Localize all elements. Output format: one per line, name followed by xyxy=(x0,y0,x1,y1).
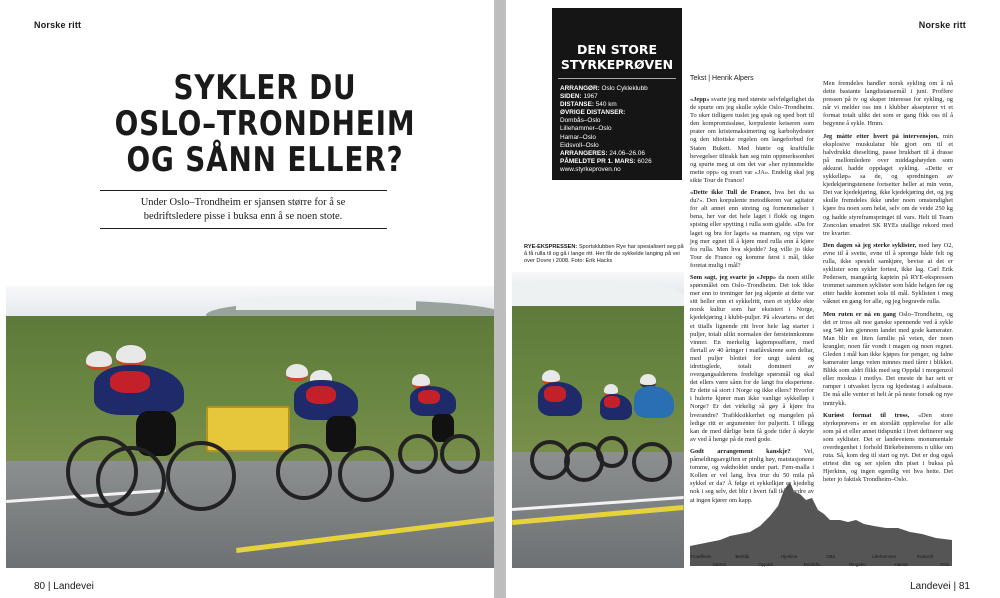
paragraph xyxy=(823,80,953,129)
fact-box xyxy=(552,8,682,180)
profile-labels xyxy=(690,540,952,570)
fact-value: www.styrkeproven.no xyxy=(560,165,621,173)
fact-label: PÅMELDTE PR 1. MARS: xyxy=(560,157,636,165)
fact-box-title xyxy=(556,42,678,72)
profile-label: Oppdal xyxy=(758,562,773,567)
fact-row xyxy=(560,142,674,150)
fact-value: 1967 xyxy=(583,93,598,101)
running-head-right: Norske ritt xyxy=(918,20,966,30)
paragraph-lead: Men ruten er nå en gang xyxy=(823,310,897,318)
cyclist-1 xyxy=(66,341,226,521)
folio-right: Landevei | 81 xyxy=(910,581,970,592)
paragraph-text: «Den store styrkeprøven» er en storslått opplevelse for alle som på et eller annet tidspunkt i livet definerer seg som syklister. Det er landeveiens monumentale overdegenhet i forhold Birkebeinerens n ulike om ruta. Så, kom deg til start og nyt. Det er dog også eirtest din og ser sjelen din piset i buksa på Hjerkinn, og ingen egentlig vet hva hette. Det heter jo faktisk Trondheim–Oslo. xyxy=(823,411,953,484)
profile-label: Eidsvoll xyxy=(917,554,933,559)
headline-line-3: OG SÅNN ELLER? xyxy=(126,140,404,180)
paragraph-lead: Som sagt, jeg svarte jo «Jepp» xyxy=(690,273,777,281)
cyclists-photo-left xyxy=(6,286,494,568)
fact-box-title-line-1: DEN STORE xyxy=(576,42,658,57)
cyclist-4 xyxy=(530,370,600,490)
cyclist-6 xyxy=(628,374,684,494)
headline-line-2: OSLO–TRONDHEIM xyxy=(114,104,416,144)
headline-line-1: SYKLER DU xyxy=(173,68,357,108)
fact-value: 6026 xyxy=(637,157,652,165)
fact-value: Hamar–Oslo xyxy=(560,133,596,141)
caption-text: Sportsklubben Rye har spesialisert seg på å få rulla til og gå i lange ritt. Her får de sykkelde langing på vei over Dovre i 2008. Foto: Erik Hacks xyxy=(524,244,684,265)
paragraph xyxy=(823,412,953,485)
paragraph xyxy=(823,311,953,408)
profile-label: Støren xyxy=(712,562,727,567)
paragraph-text: hva bet du sa du?». Den korpulente metodikeren var agitator for alt annet enn streing og fornemmelser i bena, her var det hele laget i flokk og ingen spising eller spytting i rulla som gjalde. «Da for laget og bra for laget» sa mannen, og vips var jeg mer egnet til å kjøre med rulla enn å kjøre fra rulla. Men hva skjedde? Jeg ville jo ikke Tour de France og komme først i mål, ikke foretat mulig i mål? xyxy=(690,189,814,269)
paragraph xyxy=(823,133,953,238)
fact-value: Oslo Cykleklubb xyxy=(601,85,648,92)
fact-row xyxy=(560,150,674,158)
fact-row xyxy=(560,93,674,101)
fact-value: 24.06–26.06 xyxy=(609,149,645,157)
paragraph xyxy=(690,96,814,185)
headline xyxy=(105,70,425,178)
profile-label: Ringebu xyxy=(849,562,866,567)
photo-caption xyxy=(524,244,684,266)
fact-row xyxy=(560,134,674,142)
paragraph xyxy=(690,274,814,444)
running-head-left: Norske ritt xyxy=(34,20,82,30)
profile-label: Hamar xyxy=(894,562,909,567)
fact-label: SIDEN: xyxy=(560,93,582,101)
cyclists-photo-right xyxy=(512,272,684,568)
cyclist-2 xyxy=(276,364,396,514)
paragraph-text: min eksplosive muskulatur ble gjort om til et halvdrukkt dieselting, passe brukbart til å drasse på mellomledere over middagshøyden som akkurat hadde oppdaget sykling. «Dette er sykkelløp» sa de, og spredningen av kjedekjøringstenene fortsetter heller at min venn, Det var kjedekjøring, ikke kjedekjøring det, og jeg skulle fremdeles ikke under noen omstendighet kjøre fra noen som helst, selv om de veide 250 kg og hadde styreframspringet til vars. Helt til Team Zoncolan smadret SK RYEs utallige rekord med tre kvarter. xyxy=(823,132,953,237)
paragraph-lead: Kuriøst format til tross, xyxy=(823,411,910,419)
fact-row xyxy=(560,125,674,133)
fact-row xyxy=(560,166,674,174)
left-page xyxy=(0,0,494,598)
paragraph-lead: Den dagen så jeg sterke syklister, xyxy=(823,241,917,249)
caption-lead: RYE-EKSPRESSEN: xyxy=(524,244,578,250)
fact-label: ØVRIGE DISTANSER: xyxy=(560,109,626,117)
paragraph-text: Vel, påmeldingsavgiften er pinlig høy, matstasjonene tomme, og vaktholdet under part. Fem-malla i Kollen er vel lang, hva trur du 50 mila på sykkel er da? Å følge et sykkelkjør er kjedelig nok i seg selv, det blir i hvert fall ikke bedre av at ingen kjører om kapp. xyxy=(690,447,814,504)
profile-label: Oslo xyxy=(940,562,950,567)
paragraph-lead: «Jepp» xyxy=(690,96,710,103)
fact-box-title-line-2: STYRKEPRØVEN xyxy=(560,57,674,72)
profile-label: Hjerkinn xyxy=(780,554,798,559)
fact-value: 540 km xyxy=(595,101,617,109)
paragraph-text: med høy O2, evne til å svette, evne til å sprenge både felt og rulla, ikke spesielt samkjøre, bevise at det er syklister som sykler fortest, ikke lag. Carl Erik Pedersen, mangeårig kaptein på RYE-ekspressen trommet sammen syklister som både helgen før og etter hadde kommet sola til mål. Syklisten i meg våknet en gang for alle, og jeg begravde rulla. xyxy=(823,241,953,306)
fact-row xyxy=(560,85,674,93)
fact-label: DISTANSE: xyxy=(560,101,594,109)
byline: Tekst | Henrik Alpers xyxy=(690,75,754,82)
fact-row xyxy=(560,117,674,125)
cyclist-3 xyxy=(398,374,478,484)
fact-label: ARRANGERES: xyxy=(560,149,608,157)
fact-list xyxy=(552,85,682,174)
paragraph-lead: «Dette ikke Tull de France, xyxy=(690,189,772,197)
profile-label: Trondheim xyxy=(690,554,712,559)
paragraph xyxy=(823,242,953,307)
folio-left: 80 | Landevei xyxy=(34,581,94,592)
profile-label: Lillehammer xyxy=(871,554,897,559)
right-page xyxy=(506,0,1000,598)
text-column-2 xyxy=(823,80,953,484)
fact-value: Eidsvoll–Oslo xyxy=(560,141,599,149)
paragraph-text: da noen stille spørsmålet om Oslo–Trondheim. Det tok ikke mer enn to treninger før jeg skjønte at dette var sitt heller enn et sykkelritt, men et stykke ekte norsk kultur som har eksistert i Norge, kjedekjøring i klubb-puljer. På «kvarten» er det et titalls lignende ritt hvor hele lag starter i puljer, totalt ulikt normalen der førsteinnkomne vinner. En merkelig lagtempoaffære, med flertall av 40 åringer i matlåvskrene som deltar, med puljer blottet for ungt talent og idrettsglede, totalt dominert av overgangsalderens fredelige spørsmål og skal det ellers være sånn for de langt fra ekspertene. Er dette så stort i Norge og ikke ellers? Hvorfor i hulerte kjører man ikke vanlige sykkelløp i Norge? Er det virkelig så gøy å kjøre fra hverandre? Trafikksikkerhet og mangelen på ledige ritt er argumenter for puljeritt. I tillegg kan de med dårlige bein få gode tider å skryte av ved å henge på de med gode. xyxy=(690,273,814,443)
fact-row xyxy=(560,101,674,109)
paragraph-text: Men fremdeles handler norsk sykling om å nå dette bastante langdistansemål i juni. Proffere pressen på tv og skaper interesse for sykling, og når vi melder oss inn i klubber aksepterer vi et format totalt ulikt det som er gang fikk oss til å begynne å sykle. Hmm. xyxy=(823,80,953,128)
profile-label: Berkåk xyxy=(735,554,750,559)
deck-rule-bottom xyxy=(100,228,387,229)
text-column-1 xyxy=(690,96,814,504)
fact-row xyxy=(560,158,674,166)
deck-rule-top xyxy=(100,190,387,191)
deck: Under Oslo–Trondheim er sjansen større for å se bedriftsledere pisse i buksa enn å se noen stote. xyxy=(140,197,346,222)
paragraph-lead: Godt arrangement kanskje? xyxy=(690,447,791,455)
profile-label: Otta xyxy=(826,554,835,559)
paragraph-text: svarte jeg med største selvfølgelighet da de spurte om jeg skulle sykle Oslo–Trondheim. To uker tidligere tuslet jeg spak og sped bort til den kompromissløse, korpulente keiseren som prater om kristemaksimering og karbohydrater og den idiotiske regelen om langeforbud for Staten Bukett. Med hiørte og kraftfulle bevegelser tiltrakk han seg min oppmerksomhet og spurte meg ut om det var «her nyinnmeldte mette opp» og svart var «JA». Endelig skal jeg sikte Tour de France! xyxy=(690,96,814,184)
fact-label: ARRANGØR: xyxy=(560,85,600,92)
paragraph-text: Oslo–Trondheim, og det er tross alt noe ganske spennende ved å sykle seg 540 km gjennom landet med gode kamerater. Man blir en liten familie på veien, der noen krangler, noen får vondt i magen og noen regnet. Gleden i mål kan ikke kjøpes for penger, og falne kamerater langs veien minnes med tårer i blikket. Blikk som aldri flikk med seg Oppdal i morgenzol eller moskus i motlys. Det eneste de har sett er ramper i utvasket lycra og kjedestag i asfaltsaus. De må alle venter et helt år på neste forsøk og nye inntrykk. xyxy=(823,310,953,407)
paragraph-lead: Jeg måtte etter hvert på intervensjon, xyxy=(823,132,939,140)
fact-value: Dombås–Oslo xyxy=(560,117,601,125)
fact-value: Lillehammer–Oslo xyxy=(560,125,612,133)
paragraph xyxy=(690,189,814,270)
profile-label: Dombås xyxy=(803,562,821,567)
